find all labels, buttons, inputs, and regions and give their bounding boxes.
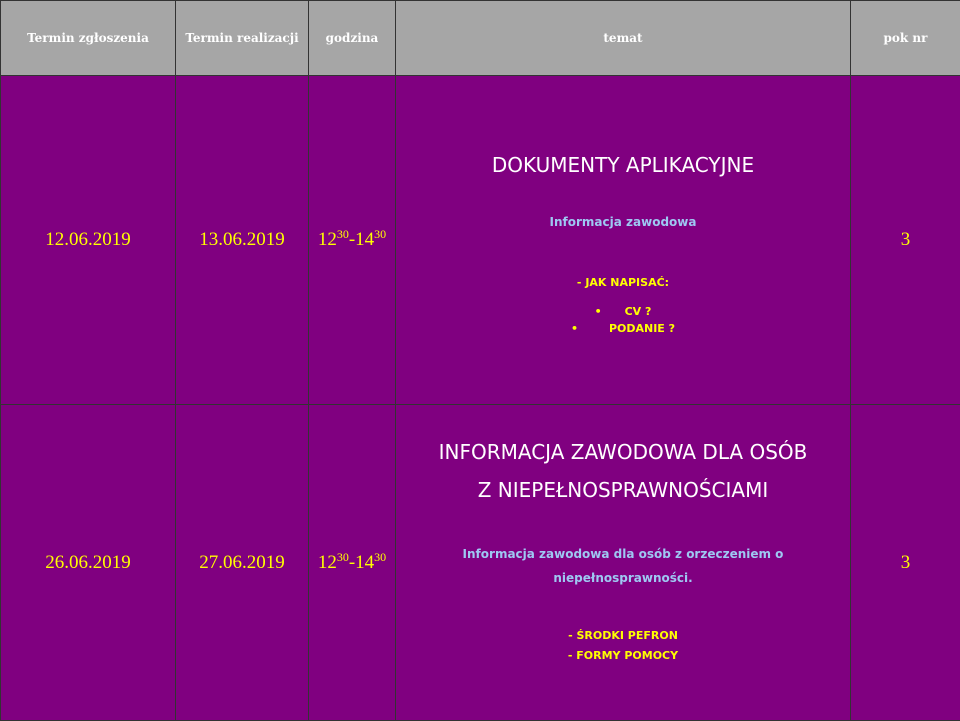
room-number: 3 <box>851 76 960 405</box>
topic-title-line2: Z NIEPEŁNOSPRAWNOŚCIAMI <box>396 478 850 502</box>
time-end-minutes: 30 <box>374 550 386 564</box>
topic-list-item <box>396 322 850 335</box>
topic-content <box>396 405 850 720</box>
time-range <box>309 405 396 721</box>
header-termin-zgloszenia: Termin zgłoszenia <box>1 1 176 76</box>
bullet-icon: • <box>595 305 625 318</box>
time-end: 14 <box>355 229 374 250</box>
time-end-minutes: 30 <box>374 227 386 241</box>
time-start: 12 <box>318 552 337 573</box>
submission-date: 26.06.2019 <box>1 405 176 721</box>
time-separator: - <box>349 229 355 250</box>
topic-title: DOKUMENTY APLIKACYJNE <box>396 153 850 177</box>
bullet-icon: • <box>571 322 609 335</box>
time-end: 14 <box>355 552 374 573</box>
room-number: 3 <box>851 405 960 721</box>
list-item-text: PODANIE ? <box>609 322 675 335</box>
topic-subtitle-line2: niepełnosprawności. <box>396 571 850 585</box>
topic-subtitle: Informacja zawodowa <box>396 215 850 229</box>
topic-list-item: - ŚRODKI PEFRON <box>396 629 850 642</box>
time-start-minutes: 30 <box>337 550 349 564</box>
table-row <box>1 76 960 405</box>
time-range <box>309 76 396 405</box>
realization-date: 27.06.2019 <box>176 405 309 721</box>
header-row <box>1 1 960 76</box>
realization-date: 13.06.2019 <box>176 76 309 405</box>
topic-title: INFORMACJA ZAWODOWA DLA OSÓB <box>396 440 850 464</box>
topic-content <box>396 76 850 404</box>
topic-cell <box>396 76 851 405</box>
time-start: 12 <box>318 229 337 250</box>
time-separator: - <box>349 552 355 573</box>
submission-date: 12.06.2019 <box>1 76 176 405</box>
header-pok-nr: pok nr <box>851 1 960 76</box>
topic-cell <box>396 405 851 721</box>
topic-subtitle: Informacja zawodowa dla osób z orzeczeniem o <box>396 547 850 561</box>
header-godzina: godzina <box>309 1 396 76</box>
list-item-text: CV ? <box>625 305 652 318</box>
time-start-minutes: 30 <box>337 227 349 241</box>
topic-heading: - JAK NAPISAĆ: <box>396 276 850 289</box>
topic-list-item <box>396 305 850 318</box>
topic-list-item: - FORMY POMOCY <box>396 649 850 662</box>
header-termin-realizacji: Termin realizacji <box>176 1 309 76</box>
table-row <box>1 405 960 721</box>
header-temat: temat <box>396 1 851 76</box>
